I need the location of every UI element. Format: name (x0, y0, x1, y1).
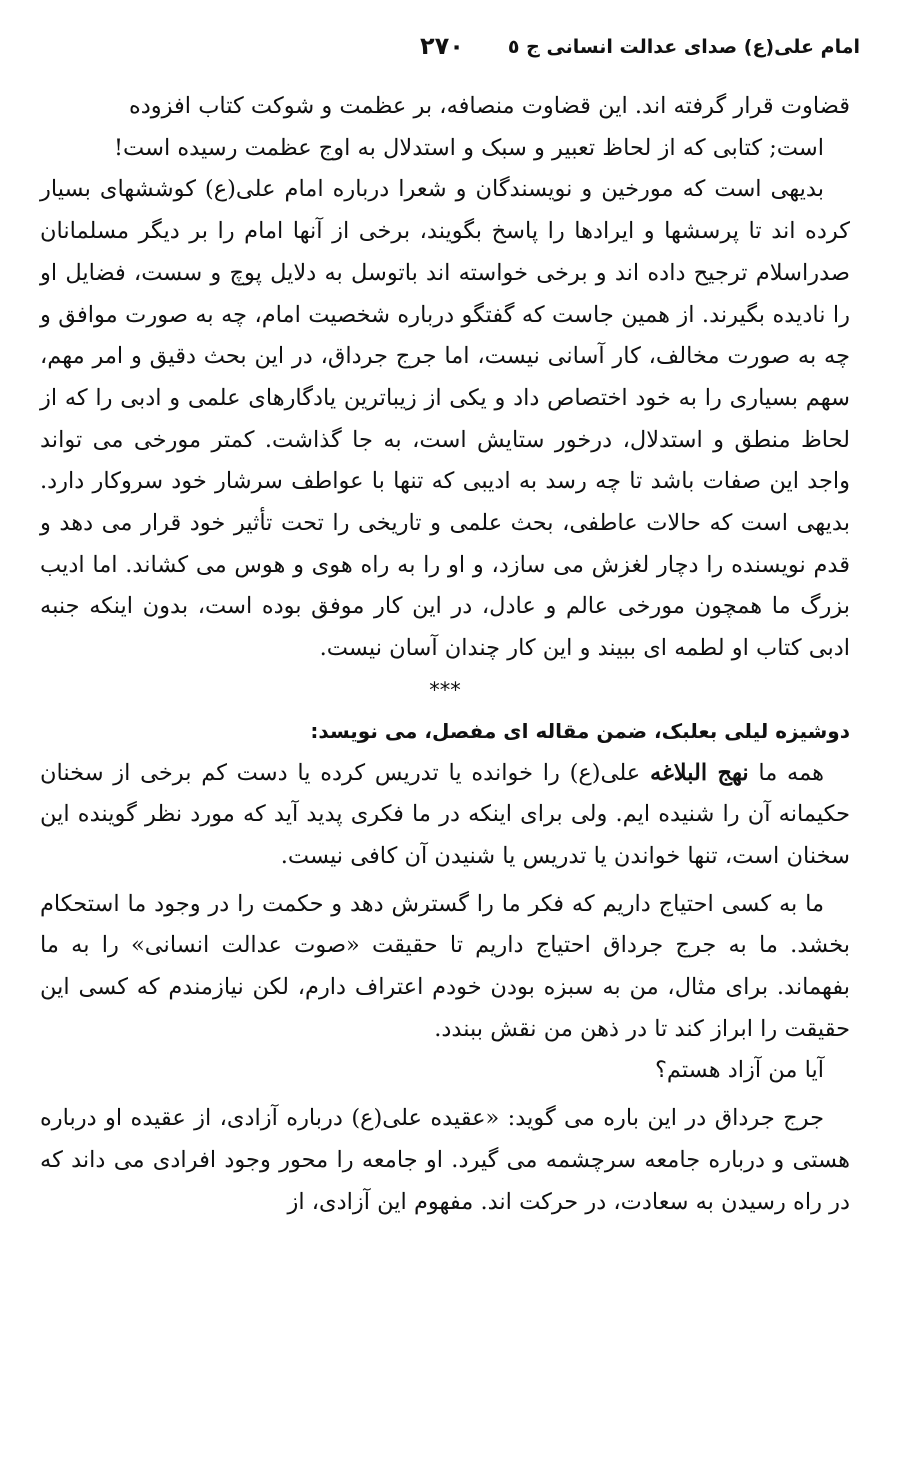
book-name-bold: نهج البلاغه (649, 759, 749, 786)
paragraph-3 (40, 753, 850, 878)
paragraph-1-line-1: قضاوت قرار گرفته اند. این قضاوت منصافه، بر عظمت و شوکت کتاب افزوده (128, 93, 850, 119)
paragraph-5-question: آیا من آزاد هستم؟ (654, 1057, 824, 1084)
book-title: امام علی(ع) صدای عدالت انسانی ج ٥ (507, 36, 860, 58)
body-text (40, 86, 850, 1223)
paragraph-3-start: همه ما (748, 759, 824, 786)
quote-intro-heading: دوشیزه لیلی بعلبک، ضمن مقاله ای مفصل، می نویسد: (310, 718, 850, 743)
paragraph-1-line-2: است; کتابی که از لحاظ تعبیر و سبک و استدلال به اوج عظمت رسیده است! (113, 134, 824, 161)
page-number: ٢٧٠ (420, 32, 464, 60)
paragraph-6: جرج جرداق در این باره می گوید: «عقیده علی(ع) درباره آزادی، از عقیده او درباره هستی و درباره جامعه سرچشمه می گیرد. او جامعه را محور وجود افرادی می داند که در راه رسیدن به سعادت، در حرکت اند. مفهوم این آزادی، از (40, 1105, 850, 1215)
paragraph-2: بدیهی است که مورخین و نویسندگان و شعرا درباره امام علی(ع) کوششهای بسیار کرده اند تا پرسشها و ایرادها را پاسخ بگویند، برخی از آنها امام را بر دیگر مسلمانان صدراسلام ترجیح داده اند و برخی خواسته اند باتوسل به دلایل پوچ و سست، فضایل او را نادیده بگیرند. از همین جاست که گفتگو درباره شخصیت امام، چه به صورت موافق و چه به صورت مخالف، کار آسانی نیست، اما جرج جرداق، در این بحث دقیق و امر مهم، سهم بسیاری را به خود اختصاص داد و یکی از زیباترین یادگارهای علمی و ادبی را که از لحاظ منطق و استدلال، درخور ستایش است، به جا گذاشت. کمتر مورخی می تواند واجد این صفات باشد تا چه رسد به ادیبی که تنها با عواطف سرشار خود سروکار دارد. بدیهی است که حالات عاطفی، بحث علمی و تاریخی را تحت تأثیر خود قرار می دهد و قدم نویسنده را دچار لغزش می سازد، و او را به راه هوی و هوس می کشاند. اما ادیب بزرگ ما همچون مورخی عالم و عادل، در این کار موفق بوده است، بدون اینکه جنبه ادبی کتاب او لطمه ای ببیند و این کار چندان آسان نیست. (40, 176, 850, 662)
section-separator: *** (429, 677, 461, 702)
page-header (40, 30, 860, 70)
paragraph-4: ما به کسی احتیاج داریم که فکر ما را گسترش دهد و حکمت را در وجود ما استحکام بخشد. ما به جرج جرداق احتیاج داریم تا حقیقت «صوت عدالت انسانی» را به ما بفهماند. برای مثال، من به سبزه بودن خودم اعتراف دارم، لکن نیازمندم که کسی این حقیقت را ابراز کند تا در ذهن من نقش ببندد. (40, 890, 850, 1042)
paragraph-3-rest: علی(ع) را خوانده یا تدریس کرده یا دست کم برخی از سخنان حکیمانه آن را شنیده ایم. ولی برای اینکه در ما فکری پدید آید که مورد نظر گوینده این سخنان است، تنها خواندن یا تدریس یا شنیدن آن کافی نیست. (40, 759, 850, 869)
